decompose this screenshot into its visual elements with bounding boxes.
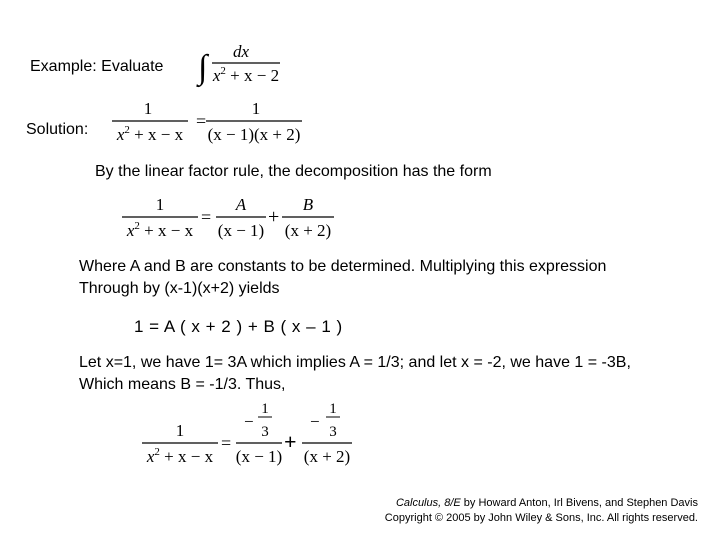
eq3-plus: +	[284, 429, 297, 454]
eq2-a-denominator: (x − 1)	[217, 221, 265, 240]
equation-2	[118, 192, 343, 244]
eq2-a-numerator: A	[235, 195, 247, 214]
solution-label: Solution:	[26, 121, 89, 138]
credit-copyright: Copyright © 2005 by John Wiley & Sons, Inc. All rights reserved.	[384, 512, 698, 524]
eq3-b-inner-numerator: 1	[329, 401, 337, 417]
eq2-lhs-denominator: $x^2 + x - x$	[126, 220, 194, 240]
eq1-lhs-denominator: $x^2 + x - x$	[116, 124, 184, 144]
eq2-b-numerator: B	[302, 195, 314, 214]
eq3-a-inner-denominator: 3	[261, 424, 269, 440]
eq2-equals: =	[201, 207, 212, 227]
linear-factor-text: By the linear factor rule, the decomposition has the form	[95, 163, 492, 180]
constants-text-line-2: Through by (x-1)(x+2) yields	[79, 280, 280, 297]
eq3-lhs-numerator: 1	[175, 421, 185, 440]
eq3-b-inner-denominator: 3	[329, 424, 337, 440]
integral-expression	[196, 40, 286, 90]
equation-1	[108, 96, 308, 148]
integral-symbol: ∫	[198, 49, 208, 86]
eq3-equals: =	[221, 433, 232, 453]
eq2-lhs-numerator: 1	[155, 195, 165, 214]
eq2-b-denominator: (x + 2)	[284, 221, 332, 240]
identity-equation: 1 = A ( x + 2 ) + B ( x – 1 )	[134, 317, 343, 336]
credit-authors: by Howard Anton, Irl Bivens, and Stephen Davis	[460, 497, 698, 509]
integral-numerator: dx	[232, 42, 250, 61]
credit-book-title: Calculus, 8/E	[395, 497, 461, 509]
solve-text-line-2: Which means B = -1/3. Thus,	[79, 376, 286, 393]
equation-3	[138, 398, 358, 470]
constants-text-line-1: Where A and B are constants to be determined. Multiplying this expression	[79, 258, 607, 275]
eq1-lhs-numerator: 1	[143, 99, 153, 118]
eq1-rhs-numerator: 1	[251, 99, 261, 118]
eq3-a-inner-numerator: 1	[261, 401, 269, 417]
eq3-lhs-denominator: $x^2 + x - x$	[146, 446, 214, 466]
eq1-rhs-denominator: (x − 1)(x + 2)	[207, 125, 301, 144]
eq3-b-denominator: (x + 2)	[303, 447, 351, 466]
example-label: Example: Evaluate	[30, 58, 164, 75]
integral-denominator: $x^2 + x - 2$	[212, 65, 280, 85]
eq2-plus: +	[268, 206, 280, 228]
eq3-a-sign: −	[244, 412, 254, 431]
solve-text-line-1: Let x=1, we have 1= 3A which implies A = 1/3; and let x = -2, we have 1 = -3B,	[79, 354, 631, 371]
eq3-a-denominator: (x − 1)	[235, 447, 283, 466]
eq3-b-sign: −	[310, 412, 320, 431]
credit-line-1	[396, 496, 698, 511]
eq1-equals: =	[196, 111, 207, 131]
